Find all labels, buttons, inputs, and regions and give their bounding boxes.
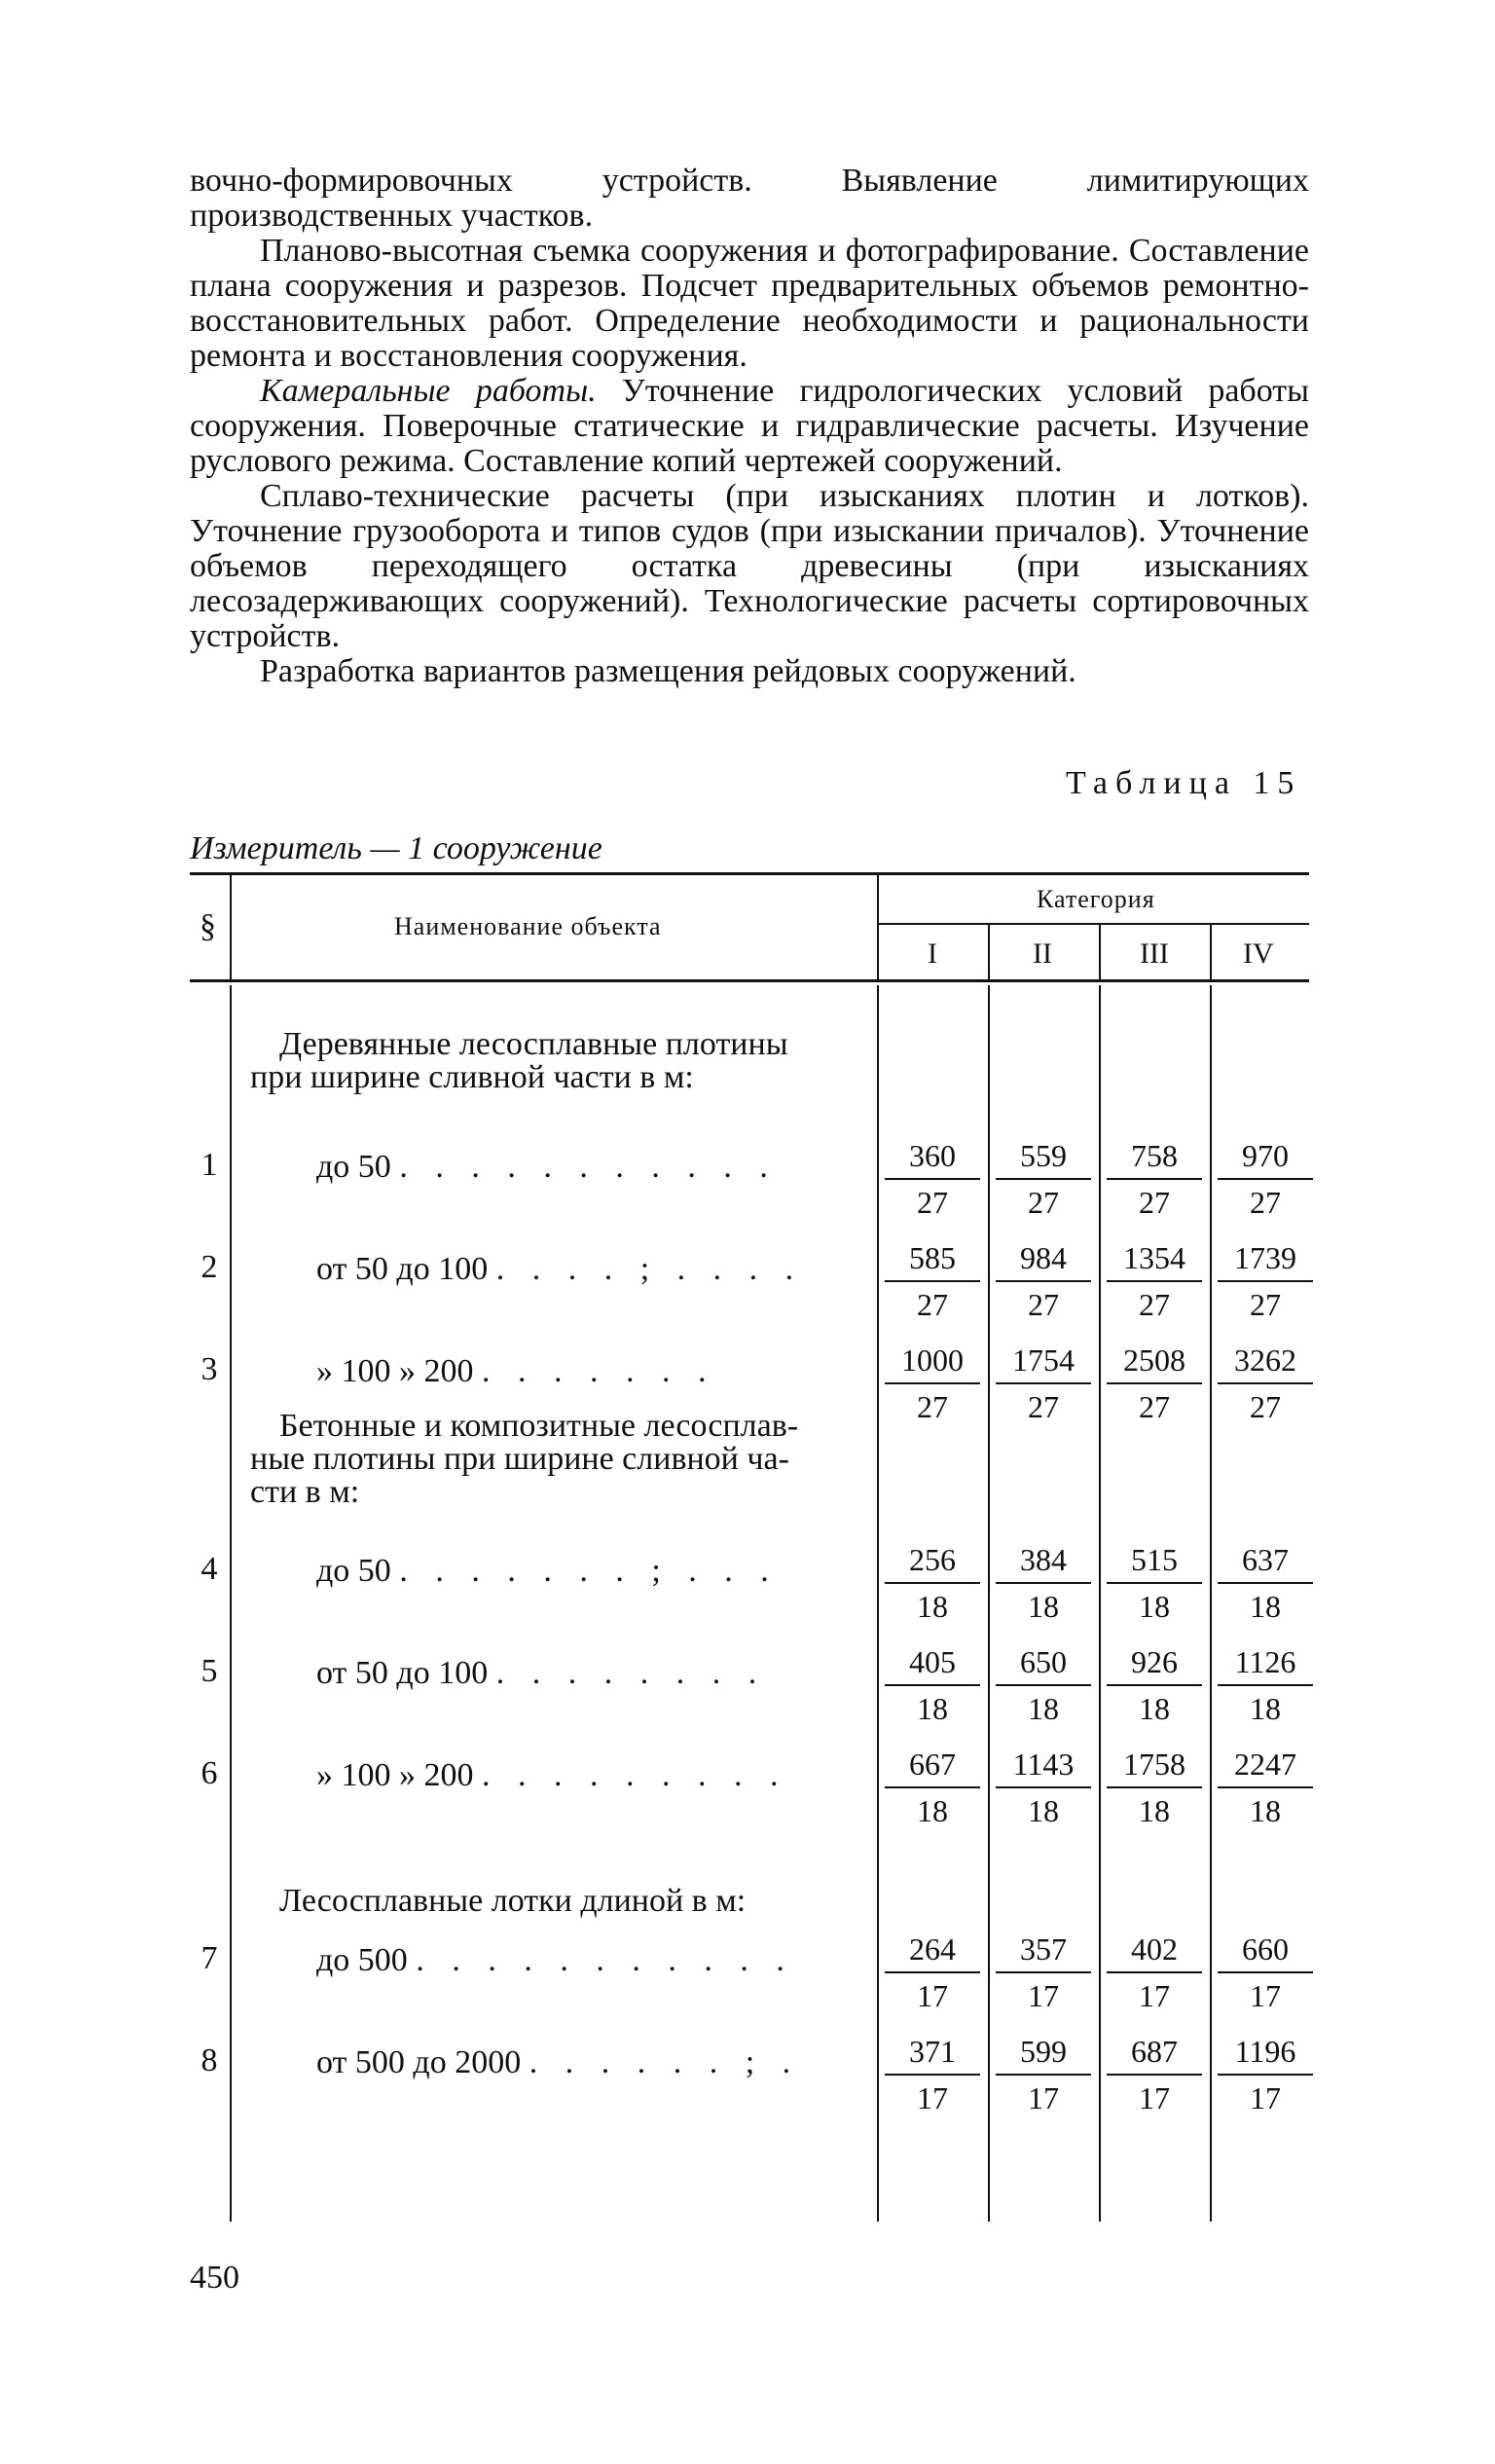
fraction-bar [1107, 1971, 1202, 1973]
fraction-bar [996, 1382, 1091, 1384]
value-denominator: 18 [1139, 1589, 1170, 1624]
value-fraction [1101, 2033, 1208, 2116]
value-numerator: 758 [1131, 1138, 1178, 1173]
header-category: Категория [1037, 885, 1155, 913]
value-denominator: 18 [1250, 1691, 1281, 1726]
row-number: 8 [201, 2042, 218, 2078]
fraction-bar [996, 2074, 1091, 2076]
fraction-bar [885, 1280, 980, 1282]
row-name [316, 1942, 794, 1979]
table-header-bottom-rule [190, 979, 1309, 982]
fraction-bar [996, 1582, 1091, 1584]
paragraph-3-lead: Камеральные работы. [260, 373, 597, 409]
value-numerator: 687 [1131, 2034, 1178, 2069]
value-numerator: 1754 [1012, 1342, 1075, 1378]
col-divider-section [230, 875, 232, 979]
value-numerator: 1758 [1123, 1747, 1185, 1782]
paragraph-4: Сплаво-технические расчеты (при изысканиях плотин и лотков). Уточнение грузооборота и типов судов (при изыскании причалов). Уточнение объемов переходящего остатка древесины (при изысканиях лесозадерживающих сооружений). Технологические расчеты сортировочных устройств. [190, 478, 1309, 654]
value-fraction [990, 1239, 1097, 1323]
value-denominator: 27 [1028, 1389, 1059, 1424]
value-numerator: 1354 [1123, 1240, 1185, 1275]
fraction-bar [1107, 1178, 1202, 1180]
row-name [316, 1149, 778, 1186]
header-col-IV: IV [1243, 938, 1274, 970]
value-fraction [990, 1541, 1097, 1625]
value-numerator: 256 [909, 1542, 956, 1577]
row-name [316, 1553, 779, 1590]
fraction-bar [885, 1178, 980, 1180]
value-fraction [879, 1746, 986, 1829]
header-name: Наименование объекта [394, 912, 662, 940]
value-numerator: 1143 [1012, 1747, 1075, 1782]
row-name [316, 1353, 716, 1390]
fraction-bar [1218, 1178, 1313, 1180]
row-leader-dots: . . . . . . . . [495, 1655, 767, 1691]
value-denominator: 27 [1139, 1389, 1170, 1424]
row-name-text: до 50 [316, 1149, 391, 1185]
value-denominator: 27 [1250, 1287, 1281, 1322]
value-denominator: 18 [917, 1589, 948, 1624]
value-fraction [1101, 1239, 1208, 1323]
value-numerator: 599 [1020, 2034, 1067, 2069]
paragraph-1: вочно-формировочных устройств. Выявление лимитирующих производственных участков. [190, 163, 1309, 234]
value-numerator: 360 [909, 1138, 956, 1173]
value-denominator: 17 [1250, 2080, 1281, 2115]
value-fraction [879, 1137, 986, 1221]
value-numerator: 2247 [1234, 1747, 1296, 1782]
paragraph-3-text: Уточнение гидрологических условий работы сооружения. Поверочные статические и гидравлические расчеты. Изучение руслового режима. Составление копий чертежей сооружений. [190, 373, 1309, 479]
value-fraction [1101, 1746, 1208, 1829]
fraction-bar [885, 1582, 980, 1584]
row-number: 6 [201, 1755, 218, 1791]
value-fraction [1212, 1342, 1319, 1425]
value-fraction [1101, 1541, 1208, 1625]
value-numerator: 1126 [1234, 1644, 1296, 1679]
table-measure: Измеритель — 1 сооружение [190, 830, 602, 866]
value-denominator: 17 [1139, 1978, 1170, 2013]
row-name [316, 2044, 800, 2081]
fraction-bar [1218, 1971, 1313, 1973]
row-leader-dots: . . . . ; . . . . [495, 1251, 804, 1287]
value-denominator: 17 [1250, 1978, 1281, 2013]
value-fraction [990, 1137, 1097, 1221]
value-fraction [1212, 1239, 1319, 1323]
value-denominator: 17 [1139, 2080, 1170, 2115]
value-numerator: 2508 [1123, 1342, 1185, 1378]
paragraph-2: Планово-высотная съемка сооружения и фотографирование. Составление плана сооружения и разрезов. Подсчет предварительных объемов ремонтно-восстановительных работ. Определение необходимости и рациональности ремонта и восстановления сооружения. [190, 233, 1309, 374]
value-numerator: 371 [909, 2034, 956, 2069]
value-numerator: 926 [1131, 1644, 1178, 1679]
fraction-bar [996, 1684, 1091, 1686]
value-fraction [1212, 1137, 1319, 1221]
fraction-bar [996, 1971, 1091, 1973]
value-numerator: 637 [1242, 1542, 1289, 1577]
value-denominator: 27 [1139, 1287, 1170, 1322]
group-heading-wooden-line-1: Деревянные лесосплавные плотины [279, 1026, 788, 1062]
value-fraction [1212, 1643, 1319, 1727]
value-fraction [879, 2033, 986, 2116]
col-divider-II-III-header [1099, 925, 1101, 979]
value-numerator: 402 [1131, 1931, 1178, 1967]
value-denominator: 17 [917, 1978, 948, 2013]
fraction-bar [885, 2074, 980, 2076]
row-number: 4 [201, 1551, 218, 1587]
value-numerator: 515 [1131, 1542, 1178, 1577]
value-numerator: 984 [1020, 1240, 1067, 1275]
value-fraction [1212, 1931, 1319, 2014]
value-fraction [1101, 1342, 1208, 1425]
col-divider-III-IV-header [1210, 925, 1212, 979]
value-fraction [1101, 1931, 1208, 2014]
value-denominator: 27 [1139, 1185, 1170, 1220]
row-name-text: » 100 » 200 [316, 1353, 474, 1389]
row-name [316, 1655, 766, 1692]
value-numerator: 1739 [1234, 1240, 1296, 1275]
value-denominator: 27 [1028, 1185, 1059, 1220]
value-fraction [990, 1931, 1097, 2014]
fraction-bar [1218, 2074, 1313, 2076]
value-fraction [990, 2033, 1097, 2116]
value-fraction [990, 1643, 1097, 1727]
fraction-bar [1107, 2074, 1202, 2076]
value-fraction [990, 1342, 1097, 1425]
fraction-bar [1218, 1684, 1313, 1686]
value-fraction [1212, 2033, 1319, 2116]
fraction-bar [1218, 1582, 1313, 1584]
header-col-I: I [928, 938, 937, 970]
value-denominator: 18 [917, 1793, 948, 1828]
row-number: 3 [201, 1351, 218, 1387]
value-numerator: 585 [909, 1240, 956, 1275]
value-numerator: 405 [909, 1644, 956, 1679]
value-denominator: 18 [1028, 1793, 1059, 1828]
value-denominator: 18 [1028, 1691, 1059, 1726]
value-numerator: 264 [909, 1931, 956, 1967]
row-leader-dots: . . . . . . . . . . . [399, 1149, 778, 1185]
header-col-II: II [1033, 938, 1052, 970]
fraction-bar [1107, 1786, 1202, 1788]
value-denominator: 18 [1250, 1589, 1281, 1624]
fraction-bar [996, 1786, 1091, 1788]
table-title: Таблица 15 [1066, 765, 1302, 801]
value-denominator: 18 [1028, 1589, 1059, 1624]
paragraph-5: Разработка вариантов размещения рейдовых сооружений. [260, 653, 1076, 689]
row-leader-dots: . . . . . . . . . . . [416, 1942, 794, 1978]
fraction-bar [885, 1382, 980, 1384]
value-fraction [1101, 1643, 1208, 1727]
col-divider-I-II-header [988, 925, 990, 979]
paragraph-3 [190, 374, 1309, 479]
value-fraction [1101, 1137, 1208, 1221]
row-leader-dots: . . . . . . . ; . . . [399, 1553, 779, 1589]
row-leader-dots: . . . . . . . . . [482, 1757, 788, 1793]
fraction-bar [1107, 1684, 1202, 1686]
fraction-bar [1107, 1582, 1202, 1584]
value-numerator: 1196 [1234, 2034, 1296, 2069]
value-numerator: 650 [1020, 1644, 1067, 1679]
row-name-text: от 50 до 100 [316, 1251, 489, 1287]
value-numerator: 384 [1020, 1542, 1067, 1577]
value-denominator: 17 [1028, 2080, 1059, 2115]
value-fraction [879, 1541, 986, 1625]
value-numerator: 970 [1242, 1138, 1289, 1173]
value-denominator: 18 [1139, 1691, 1170, 1726]
fraction-bar [885, 1684, 980, 1686]
value-numerator: 3262 [1234, 1342, 1296, 1378]
value-denominator: 27 [1250, 1185, 1281, 1220]
row-number: 5 [201, 1653, 218, 1689]
header-col-III: III [1140, 938, 1169, 970]
row-name-text: от 50 до 100 [316, 1655, 489, 1691]
group-heading-concrete-line-2: ные плотины при ширине сливной ча- [250, 1441, 789, 1477]
value-numerator: 1000 [901, 1342, 964, 1378]
row-number: 1 [201, 1147, 218, 1183]
row-number: 7 [201, 1940, 218, 1976]
fraction-bar [996, 1178, 1091, 1180]
value-numerator: 660 [1242, 1931, 1289, 1967]
fraction-bar [1218, 1786, 1313, 1788]
row-number: 2 [201, 1249, 218, 1285]
row-leader-dots: . . . . . . ; . [529, 2044, 801, 2080]
category-rule [877, 923, 1309, 925]
row-name [316, 1251, 803, 1288]
value-denominator: 18 [1139, 1793, 1170, 1828]
value-fraction [1212, 1746, 1319, 1829]
fraction-bar [1107, 1382, 1202, 1384]
value-fraction [879, 1643, 986, 1727]
col-divider-name-header [877, 875, 879, 979]
value-fraction [1212, 1541, 1319, 1625]
page-content [190, 163, 1309, 2296]
value-denominator: 17 [917, 2080, 948, 2115]
fraction-bar [1218, 1382, 1313, 1384]
value-fraction [879, 1342, 986, 1425]
value-fraction [879, 1931, 986, 2014]
value-denominator: 27 [917, 1287, 948, 1322]
value-fraction [990, 1746, 1097, 1829]
row-name-text: » 100 » 200 [316, 1757, 474, 1793]
value-denominator: 27 [1028, 1287, 1059, 1322]
group-heading-chutes: Лесосплавные лотки длиной в м: [279, 1883, 747, 1919]
fraction-bar [885, 1971, 980, 1973]
value-denominator: 18 [917, 1691, 948, 1726]
fraction-bar [1107, 1280, 1202, 1282]
value-numerator: 667 [909, 1747, 956, 1782]
row-name [316, 1757, 788, 1794]
value-denominator: 27 [917, 1185, 948, 1220]
group-heading-concrete-line-1: Бетонные и композитные лесосплав- [279, 1408, 799, 1444]
value-denominator: 17 [1028, 1978, 1059, 2013]
row-leader-dots: . . . . . . . [482, 1353, 716, 1389]
value-fraction [879, 1239, 986, 1323]
col-divider-section-body [230, 985, 232, 2222]
group-heading-wooden-line-2: при ширине сливной части в м: [250, 1059, 694, 1095]
group-heading-concrete-line-3: сти в м: [250, 1474, 360, 1510]
fraction-bar [885, 1786, 980, 1788]
value-numerator: 357 [1020, 1931, 1067, 1967]
value-numerator: 559 [1020, 1138, 1067, 1173]
value-denominator: 18 [1250, 1793, 1281, 1828]
page-number: 450 [190, 2260, 239, 2296]
fraction-bar [1218, 1280, 1313, 1282]
row-name-text: до 50 [316, 1553, 391, 1589]
row-name-text: от 500 до 2000 [316, 2044, 522, 2080]
table-top-rule [190, 872, 1309, 875]
value-denominator: 27 [917, 1389, 948, 1424]
header-section: § [200, 908, 216, 944]
value-denominator: 27 [1250, 1389, 1281, 1424]
fraction-bar [996, 1280, 1091, 1282]
row-name-text: до 500 [316, 1942, 408, 1978]
